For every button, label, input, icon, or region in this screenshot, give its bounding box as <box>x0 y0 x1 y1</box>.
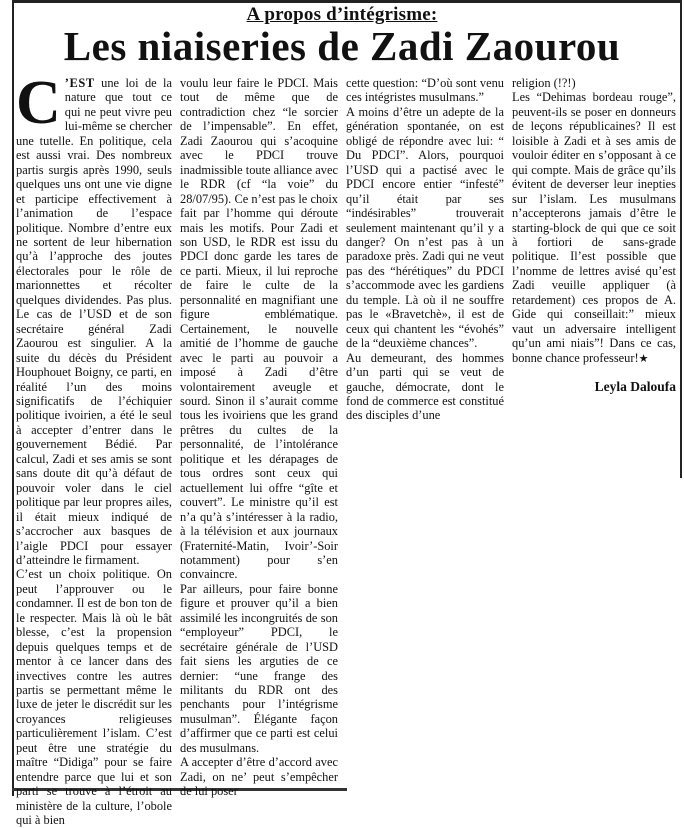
frame-left-rule <box>12 0 14 796</box>
column-3 <box>346 76 504 423</box>
paragraph-3: voulu leur faire le PDCI. Mais tout de même que de contradiction chez “le sorcier de l’impensable”. En effet, Zadi Zaourou qui s’acoquine avec le PDCI trouve inadmissible toute alliance avec le RDR (cf “la voie” du 28/07/95). Ce n’est pas le choix fait par l’homme qui déroute mais les motifs. Pour Zadi et son USD, le RDR est issu du PDCI donc garde les tares de ce parti. Mieux, il lui reproche de faire le culte de la personnalité en magnifiant une figure emblématique. Certainement, le nouvelle amitié de l’homme de gauche avec le parti au pouvoir a imposé à Zadi d’être volontairement aveugle et sourd. Sinon il s’aurait comme tous les ivoiriens que les grand prêtres du cultes de la personnalité, de l’intolérance politique et les dérapages de tous ordres sont ceux qui actuellement lui offre “gîte et couvert”. Le ministre qu’il est n’a qu’à s’intéresser à la radio, à la télévision et aux journaux (Fraternité-Matin, Ivoir’-Soir notamment) pour s’en convaincre. <box>180 76 338 582</box>
end-star-icon: ★ <box>638 352 649 365</box>
drop-cap: C <box>16 69 61 137</box>
paragraph-8: Au demeurant, des hommes d’un parti qui se veut de gauche, démocrate, dont le fond de commerce est constitué des disciples d’une <box>346 350 504 423</box>
paragraph-1-text: une loi de la nature que tout ce qui ne peut vivre peu lui-même se chercher une tutelle. En politique, cela est aussi vrai. Des nombreux partis surgis après 1990, seuls quelques uns ont une vie digne et participe effectivement à l’animation de l’espace politique. Nombre d’entre eux ne sortent de leur hibernation qu’à l’approche des joutes électorales pour le rôle de marionnettes et récolter quelques dividendes. Pas plus. Le cas de l’USD et de son secrétaire général Zadi Zaourou est singulier. A la suite du décès du Président Houphouet Boigny, ce parti, en réalité l’un des moins significatifs de l’échiquier politique ivoirien, a été le seul à accepter d’entrer dans le gouvernement Bédié. Par calcul, Zadi et ses amis se sont sans doute dit qu’à défaut de pouvoir voler dans le ciel politique par leur propres ailes, il était mieux indiqué de s’accrocher aux basques de l’aigle PDCI pour essayer d’atteindre le firmament. <box>16 76 172 567</box>
paragraph-4: Par ailleurs, pour faire bonne figure et prouver qu’il a bien assimilé les incongruités de son “employeur” PDCI, le secrétaire générale de l’USD fait siens les arguties de ce dernier: “une frange des militants du RDR ont des penchants pour l’intégrisme musulman”. Élégante façon d’affirmer que ce parti est celui des musulmans. <box>180 581 338 755</box>
paragraph-2: C’est un choix politique. On peut l’approuver ou le condamner. Il est de bon ton de le respecter. Mais là où le bât blesse, c’est la propension depuis quelques temps et de mentor à ce lancer dans des invectives contre les autres partis se permettant même le luxe de jeter le discrédit sur les croyances religieuses particulièrement l’islam. C’est peut être une stratégie du maître “Didiga” pour se faire entendre parce que lui et son parti se trouve à l’étroit au ministère de la culture, l’obole qui à bien <box>16 567 172 828</box>
column-2 <box>180 76 338 799</box>
paragraph-1 <box>16 69 172 567</box>
article-headline: Les niaiseries de Zadi Zaourou <box>63 23 621 69</box>
article-kicker: A propos d’intégrisme: <box>246 4 438 25</box>
column-1 <box>16 69 172 828</box>
paragraph-6: cette question: “D’où sont venu ces intégristes musulmans.” <box>346 76 504 105</box>
paragraph-10-text: Les “Dehimas bordeau rouge”, peuvent-ils se poser en donneurs de leçons républicaines? Il est loisible à Zadi et à ses amis de vouloir éditer en s’opposant à ce qui compte. Mais de grâce qu’ils évitent de deverser leur inepties sur l’islam. Les musulmans n’accepterons jamais d’être le starting-block de qui que ce soit à fortiori de sans-grade politique. Il’est possible que l’nomme de lettres avisé qu’est Zadi veuille appliquer (à retardement) ces propos de A. Gide qui conseillait:” mieux vaut un adversaire intelligent qu’un ami niais”! Dans ce cas, bonne chance professeur! <box>512 90 676 365</box>
paragraph-7: A moins d’être un adepte de la génération spontanée, on est obligé de répondre avec lui: “ Du PDCI”. Alors, pourquoi l’USD qui a pactisé avec le PDCI encore entier “infesté” qu’il était par ses “indésirables” trouverait seulement maintenant qu’il y a danger? On n’est pas à un paradoxe près. Zadi qui ne veut pas des “hérétiques” du PDCI s’accommode avec les gardiens du temple. Là où il ne souffre pas le «Bravetchè», il est de ceux qui chantent les “évohés” de la “deuxième chances”. <box>346 104 504 351</box>
lead-word: ’EST <box>64 76 95 90</box>
paragraph-10 <box>512 90 676 366</box>
paragraph-9: religion (!?!) <box>512 76 576 90</box>
author-byline: Leyla Daloufa <box>594 379 676 395</box>
paragraph-5: A accepter d’être d’accord avec Zadi, on ne’ peut s’empêcher de lui poser <box>180 755 338 799</box>
frame-top-rule <box>12 0 682 3</box>
column-4 <box>512 76 676 395</box>
frame-right-rule <box>680 0 682 478</box>
